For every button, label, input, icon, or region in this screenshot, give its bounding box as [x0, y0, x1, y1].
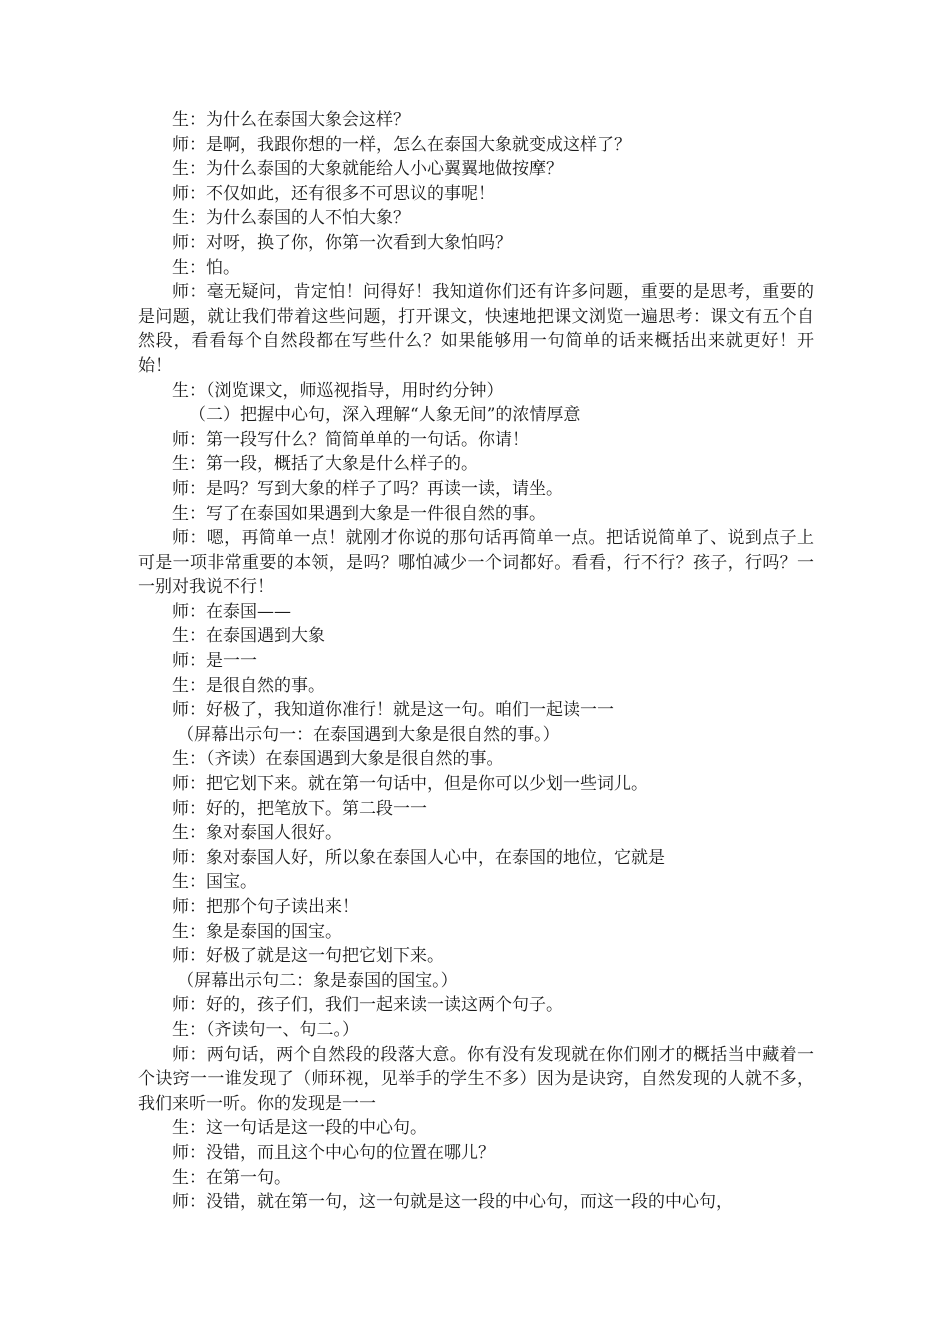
paragraph: 生：在泰国遇到大象 [172, 626, 325, 647]
paragraph: 生：（浏览课文，师巡视指导，用时约分钟） [172, 380, 504, 401]
paragraph: 师：把它划下来。就在第一句话中，但是你可以少划一些词儿。 [172, 774, 648, 795]
paragraph: 师：是啊，我跟你想的一样，怎么在泰国大象就变成这样了？ [172, 134, 631, 155]
paragraph: 生：在第一句。 [172, 1167, 291, 1188]
paragraph: 生：为什么泰国的人不怕大象？ [172, 208, 410, 229]
paragraph: 师：毫无疑问，肯定怕！问得好！我知道你们还有许多问题，重要的是思考，重要的是问题，就让我们带着这些问题，打开课文，快速地把课文浏览一遍思考：课文有五个自然段，看看每个自然段都在写些什么？如果能够用一句简单的话来概括出来就更好！开始！ [138, 282, 814, 376]
paragraph: 师：在泰国—— [172, 601, 291, 622]
paragraph: 生：第一段，概括了大象是什么样子的。 [172, 454, 478, 475]
paragraph: 师：象对泰国人好，所以象在泰国人心中，在泰国的地位，它就是 [172, 847, 665, 868]
paragraph: 生：（齐读）在泰国遇到大象是很自然的事。 [172, 749, 504, 770]
paragraph: 师：第一段写什么？简简单单的一句话。你请！ [172, 429, 529, 450]
paragraph: 生：（齐读句一、句二。） [172, 1019, 359, 1040]
paragraph: 生：为什么在泰国大象会这样？ [172, 110, 410, 130]
paragraph: 生：是很自然的事。 [172, 675, 325, 696]
paragraph: （二）把握中心句，深入理解“人象无间”的浓情厚意 [189, 405, 581, 426]
paragraph: 师：两句话，两个自然段的段落大意。你有没有发现就在你们刚才的概括当中藏着一个诀窍一一谁发现了（师环视，见举手的学生不多）因为是诀窍，自然发现的人就不多，我们来听一听。你的发现是一一 [138, 1044, 814, 1114]
paragraph: 师：好的，孩子们，我们一起来读一读这两个句子。 [172, 995, 563, 1016]
paragraph: 生：写了在泰国如果遇到大象是一件很自然的事。 [172, 503, 546, 524]
paragraph: 师：好极了就是这一句把它划下来。 [172, 946, 444, 967]
paragraph: 师：是一一 [172, 651, 257, 672]
paragraph: 师：把那个句子读出来！ [172, 897, 359, 917]
paragraph: 生：国宝。 [172, 872, 257, 893]
paragraph: 生：怕。 [172, 257, 240, 278]
paragraph: 师：好极了，我知道你准行！就是这一句。咱们一起读一一 [172, 700, 614, 721]
paragraph: 师：好的，把笔放下。第二段一一 [172, 798, 427, 819]
paragraph: 生：这一句话是这一段的中心句。 [172, 1118, 427, 1139]
paragraph: 师：嗯，再简单一点！就刚才你说的那句话再简单一点。把话说简单了、说到点子上可是一项非常重要的本领，是吗？哪怕减少一个词都好。看看，行不行？孩子，行吗？一一别对我说不行！ [138, 528, 814, 598]
paragraph: 生：象对泰国人很好。 [172, 823, 342, 844]
paragraph: 师：没错，而且这个中心句的位置在哪儿？ [172, 1142, 495, 1163]
paragraph: 师：不仅如此，还有很多不可思议的事呢！ [172, 183, 495, 204]
paragraph: （屏幕出示句一：在泰国遇到大象是很自然的事。） [177, 724, 560, 745]
paragraph: 师：对呀，换了你，你第一次看到大象怕吗？ [172, 232, 512, 253]
paragraph: 生：象是泰国的国宝。 [172, 921, 342, 942]
paragraph: 生：为什么泰国的大象就能给人小心翼翼地做按摩？ [172, 159, 563, 180]
dialogue-text [138, 108, 814, 1215]
paragraph: 师：是吗？写到大象的样子了吗？再读一读，请坐。 [172, 478, 563, 499]
paragraph: （屏幕出示句二：象是泰国的国宝。） [177, 970, 458, 991]
paragraph: 师：没错，就在第一句，这一句就是这一段的中心句，而这一段的中心句， [172, 1192, 733, 1213]
